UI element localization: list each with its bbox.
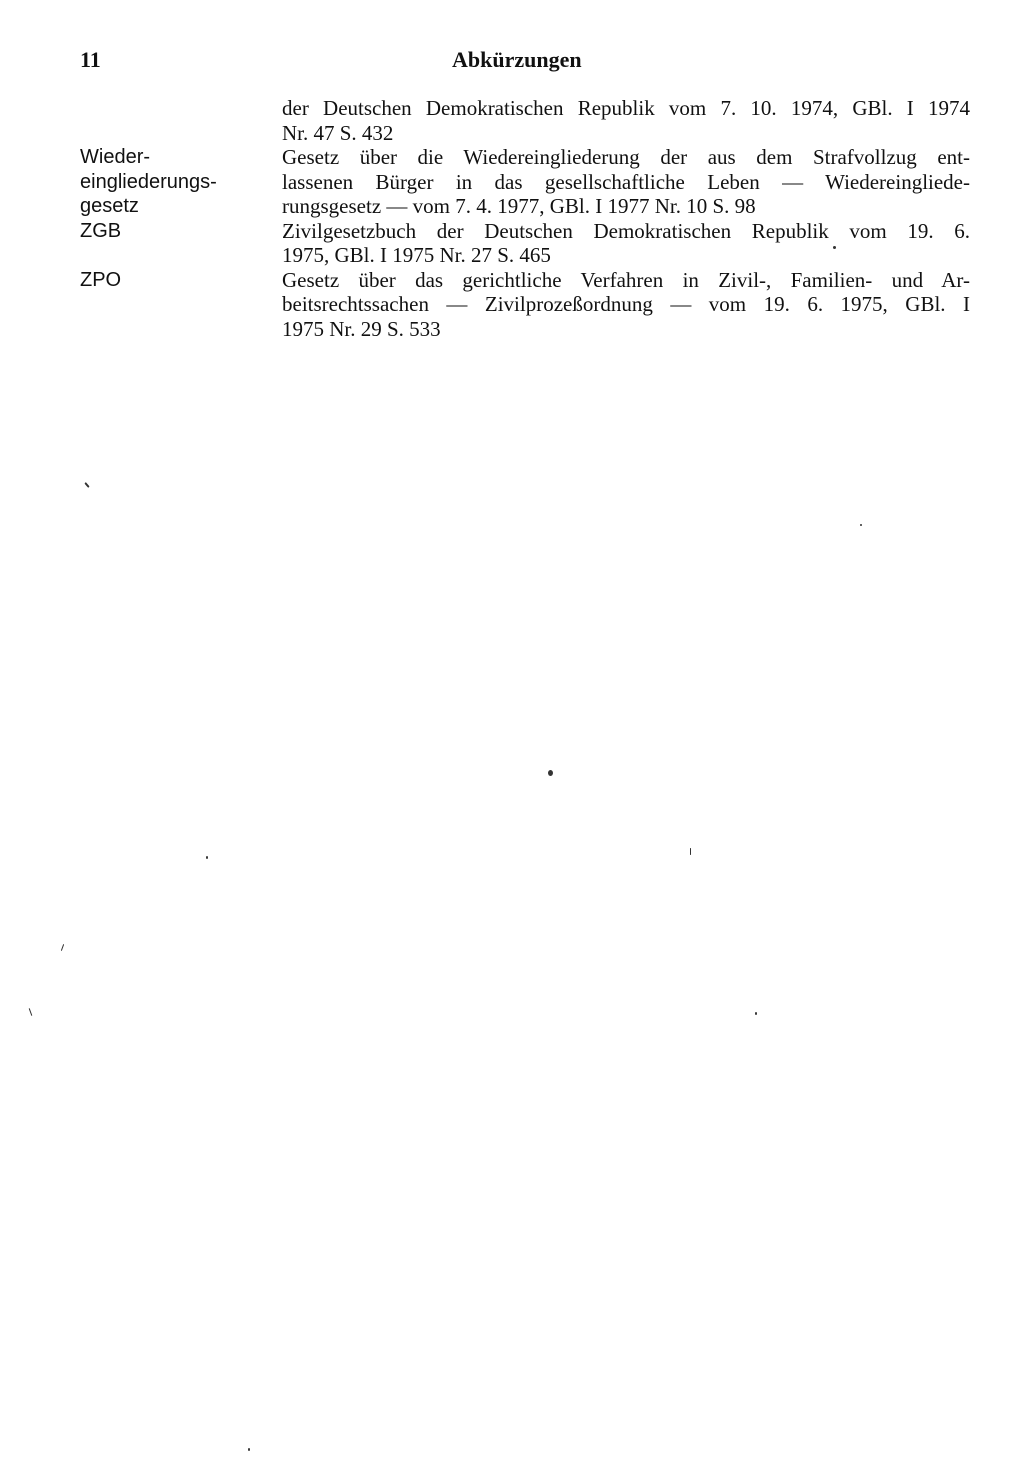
abbreviation-definition — [282, 145, 970, 219]
scan-speck — [860, 524, 862, 526]
definition-line: der Deutschen Demokratischen Republik vom 7. 10. 1974, GBl. I 1974 — [282, 96, 970, 120]
page-number: 11 — [80, 47, 101, 72]
abbreviation-term — [80, 96, 282, 145]
definition-line: lassenen Bürger in das gesellschaftliche Leben — Wiedereingliede- — [282, 169, 970, 194]
term-line: ZGB — [80, 219, 122, 242]
scan-speck — [84, 482, 89, 488]
abbreviation-term — [80, 145, 282, 219]
scan-speck — [29, 1008, 33, 1016]
scan-speck — [833, 246, 836, 249]
abbreviation-entry-zpo — [80, 268, 970, 342]
definition-line: Gesetz über das gerichtliche Verfahren in Zivil-, Familien- und Ar- — [282, 267, 970, 292]
scan-speck — [755, 1012, 757, 1015]
term-line: eingliederungs- — [80, 170, 217, 193]
definition-line: Zivilgesetzbuch der Deutschen Demokratischen Republik vom 19. 6. — [282, 218, 970, 243]
term-line: ZPO — [80, 268, 122, 291]
abbreviation-entry-continued — [80, 96, 970, 145]
scan-speck — [248, 1448, 250, 1451]
definition-line: rungsgesetz — vom 7. 4. 1977, GBl. I 1977 Nr. 10 S. 98 — [282, 194, 756, 218]
scan-speck — [548, 770, 553, 776]
definition-line: 1975, GBl. I 1975 Nr. 27 S. 465 — [282, 243, 551, 267]
abbreviation-definition — [282, 219, 970, 268]
abbreviation-term — [80, 268, 282, 342]
page-title: Abkürzungen — [452, 47, 582, 72]
abbreviation-list — [80, 96, 970, 341]
definition-line: Nr. 47 S. 432 — [282, 120, 394, 145]
definition-line: beitsrechtssachen — Zivilprozeßordnung — vom 19. 6. 1975, GBl. I — [282, 292, 970, 316]
abbreviation-term — [80, 219, 282, 268]
abbreviation-entry-wiedereingliederungsgesetz — [80, 145, 970, 219]
scan-speck — [61, 944, 64, 951]
definition-line: Gesetz über die Wiedereingliederung der aus dem Strafvollzug ent- — [282, 145, 970, 169]
definition-line: 1975 Nr. 29 S. 533 — [282, 316, 441, 341]
abbreviation-entry-zgb — [80, 219, 970, 268]
abbreviation-definition — [282, 268, 970, 342]
term-line: gesetz — [80, 195, 139, 217]
scan-speck — [206, 856, 208, 859]
abbreviation-definition — [282, 96, 970, 145]
scan-speck — [690, 848, 691, 855]
term-line: Wieder- — [80, 146, 151, 168]
